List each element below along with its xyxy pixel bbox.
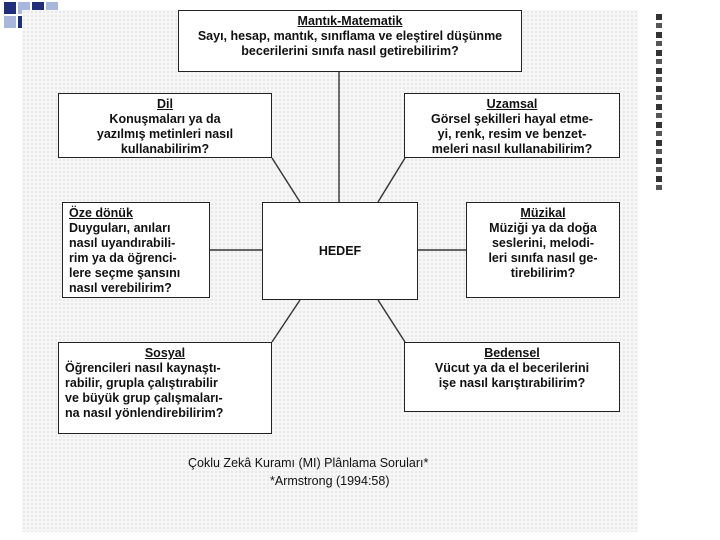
box-title: Bedensel — [484, 346, 540, 360]
figure-caption — [188, 454, 508, 490]
box-question: Öğrencileri nasıl kaynaştı- rabilir, grupla çalıştırabilir ve büyük grup çalışmaları- na nasıl yönlendirebilirim? — [65, 361, 224, 420]
box-question: Vücut ya da el becerilerini işe nasıl karıştırabilirim? — [434, 361, 590, 390]
box-hedef — [262, 202, 418, 300]
box-mantik-matematik — [178, 10, 522, 72]
caption-title: Çoklu Zekâ Kuramı (MI) Plânlama Soruları* — [188, 456, 429, 470]
box-title: Uzamsal — [486, 97, 538, 111]
connector-sosyal — [272, 300, 300, 342]
box-question: Konuşmaları ya da yazılmış metinleri nasıl kullanabilirim? — [96, 112, 234, 156]
box-title: Sosyal — [144, 346, 186, 360]
box-muzikal — [466, 202, 620, 298]
caption-source: *Armstrong (1994:58) — [270, 474, 390, 488]
box-question: Sayı, hesap, mantık, sınıflama ve eleştirel düşünme becerilerini sınıfa nasıl getirebilirim? — [197, 29, 503, 58]
box-sosyal — [58, 342, 272, 434]
box-title: Müzikal — [520, 206, 566, 220]
box-uzamsal — [404, 93, 620, 158]
box-bedensel — [404, 342, 620, 412]
box-oze-donuk — [62, 202, 210, 298]
center-label: HEDEF — [318, 243, 362, 258]
connector-bedensel — [378, 300, 405, 342]
box-title: Öze dönük — [69, 206, 133, 220]
connector-uzamsal — [378, 158, 405, 202]
connector-dil — [272, 158, 300, 202]
box-dil — [58, 93, 272, 158]
box-question: Görsel şekilleri hayal etme- yi, renk, resim ve benzet- meleri nasıl kullanabilirim? — [431, 112, 593, 156]
box-question: Müziği ya da doğa seslerini, melodi- leri sınıfa nasıl ge- tirebilirim? — [488, 221, 598, 280]
box-question: Duyguları, anıları nasıl uyandırabili- rim ya da öğrenci- lere seçme şansını nasıl verebilirim? — [69, 221, 181, 295]
box-title: Dil — [157, 97, 173, 111]
box-title: Mantık-Matematik — [297, 14, 403, 28]
